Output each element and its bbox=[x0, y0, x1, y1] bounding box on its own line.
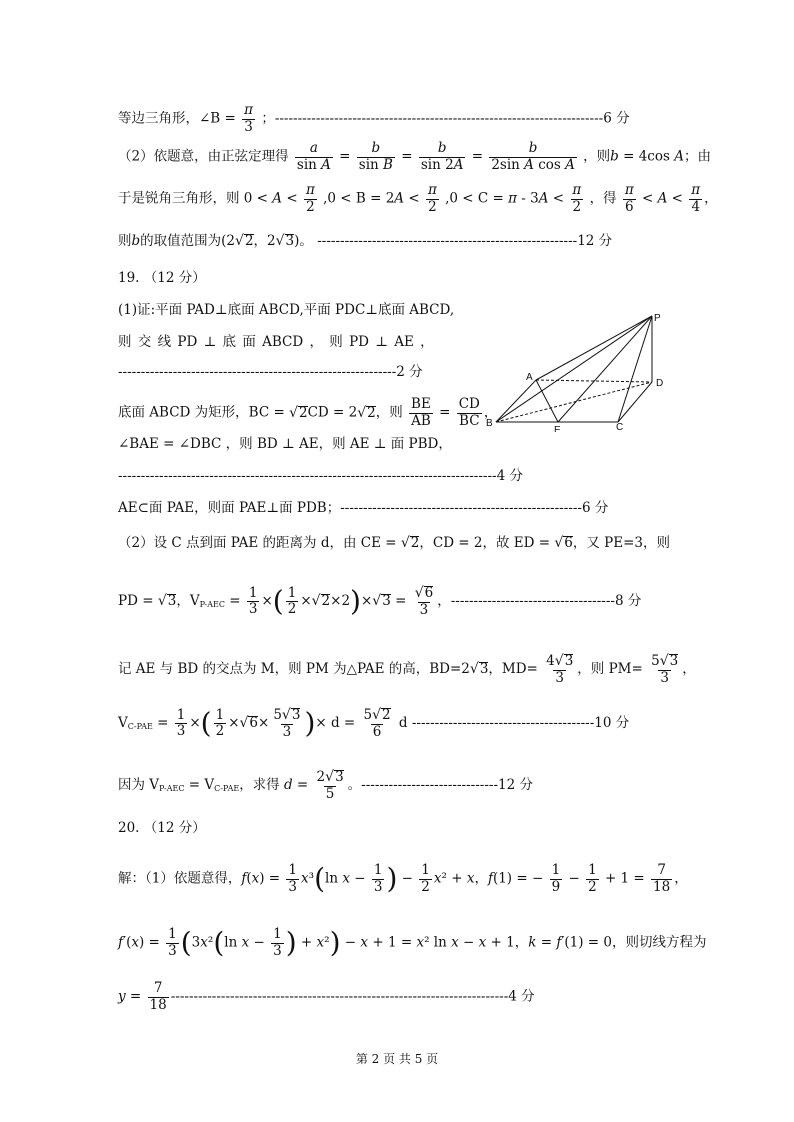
label-p: P bbox=[654, 313, 661, 324]
text-line: -----------------------------------------------------------------------------------4 分 bbox=[118, 468, 523, 484]
text-line: （2）设 C 点到面 PAE 的距离为 d，由 CE = √ 2 ，CD = 2，故 ED = √ 6 ，又 PE=3，则 bbox=[118, 535, 671, 551]
text-line: 解：（1）依题意得，f(x) = $\frac{1}{3}$ x³(ln x − $\frac{1}{3}$ ) − $\frac{1}{2}$ x² + x，f(1) = − $\frac{1}{9}$ − $\frac{1}{2}$ + 1 = $\frac{7}{18}$ ， bbox=[118, 861, 688, 895]
text-line: -------------------------------------------------------------2 分 bbox=[118, 364, 423, 380]
section-heading: 19. （12 分） bbox=[118, 270, 206, 286]
label-d: D bbox=[656, 378, 664, 389]
text-line: ∠BAE = ∠DBC ，则 BD ⊥ AE，则 AE ⊥ 面 PBD， bbox=[118, 436, 452, 452]
label-c: C bbox=[616, 422, 624, 432]
text-line: 记 AE 与 BD 的交点为 M，则 PM 为△PAE 的高，BD=2 √ 3 ，MD= 4 √ 3 3 ，则 PM= 5 √ 3 3 ， bbox=[118, 653, 696, 686]
label-e: E bbox=[554, 425, 561, 432]
text-line: f′(x) = $\frac{1}{3}$ (3x²(ln x − $\frac{1}{3}$ ) + x²) − x + 1 = x² ln x − x + 1，k = f′(1) = 0，则切线方程为 bbox=[118, 925, 707, 959]
text-line: $V_{C-PAE}$ = $\frac{1}{3}$ ×( $\frac{1}{2}$ × √ 6 × 5 √ 3 3 )× d = 5 √ 2 6 d ----------------------------------------10 分 bbox=[118, 706, 630, 740]
text-line: 等边三角形，∠B = $\frac{\pi}{3}$ ；------------------------------------------------------------------------6 分 bbox=[118, 102, 630, 135]
text-line: （2）依题意，由正弦定理得 $\frac{a}{\text{sin A}}$ = $\frac{b}{\text{sin B}}$ = $\frac{b}{\sin 2A}$ = $\frac{b}{\text{2sin A cos A}}$ ，则b = 4cos A；由 bbox=[118, 140, 711, 173]
text-line: 则b的取值范围为(2 √ 2 ，2 √ 3 )。 ---------------------------------------------------------12 分 bbox=[118, 233, 613, 249]
pyramid-figure bbox=[484, 312, 674, 432]
text-line: AE⊂面 PAE，则面 PAE⊥面 PDB；-----------------------------------------------------6 分 bbox=[118, 500, 609, 516]
text-line: PD = √ 3 ，$V_{P-AEC}$ = $\frac{1}{3}$ ×( $\frac{1}{2}$ × √ 2 ×2)× √ 3 = √ 6 3 ，------------------------------------8 分 bbox=[118, 584, 642, 618]
text-line: 于是锐角三角形，则 0 < A < $\frac{\pi}{2}$ ,0 < B = 2A < $\frac{\pi}{2}$ ,0 < C = π - 3A < $\frac{\pi}{2}$ ，得 $\frac{\pi}{6}$ < A < $\frac{\pi}{4}$ ， bbox=[118, 182, 718, 215]
label-a: A bbox=[526, 372, 533, 383]
text-line: 则 交 线 PD ⊥ 底 面 ABCD ， 则 PD ⊥ AE ， bbox=[118, 334, 434, 350]
section-heading: 20. （12 分） bbox=[118, 820, 206, 836]
text-line: y = $\frac{7}{18}$ --------------------------------------------------------------------------4 分 bbox=[118, 980, 535, 1013]
text-line: 底面 ABCD 为矩形，BC = √ 2 CD = 2 √ 2 ，则 $\frac{BE}{AB}$ = $\frac{CD}{BC}$ ， bbox=[118, 396, 498, 429]
label-b: B bbox=[486, 418, 493, 429]
text-line: 因为 $V_{P-AEC} = V_{C-PAE}$，求得 d = 2 √ 3 5 。------------------------------12 分 bbox=[118, 769, 533, 802]
page-footer: 第 2 页 共 5 页 bbox=[355, 1052, 439, 1066]
text-line: (1)证:平面 PAD⊥底面 ABCD,平面 PDC⊥底面 ABCD, bbox=[118, 302, 455, 318]
